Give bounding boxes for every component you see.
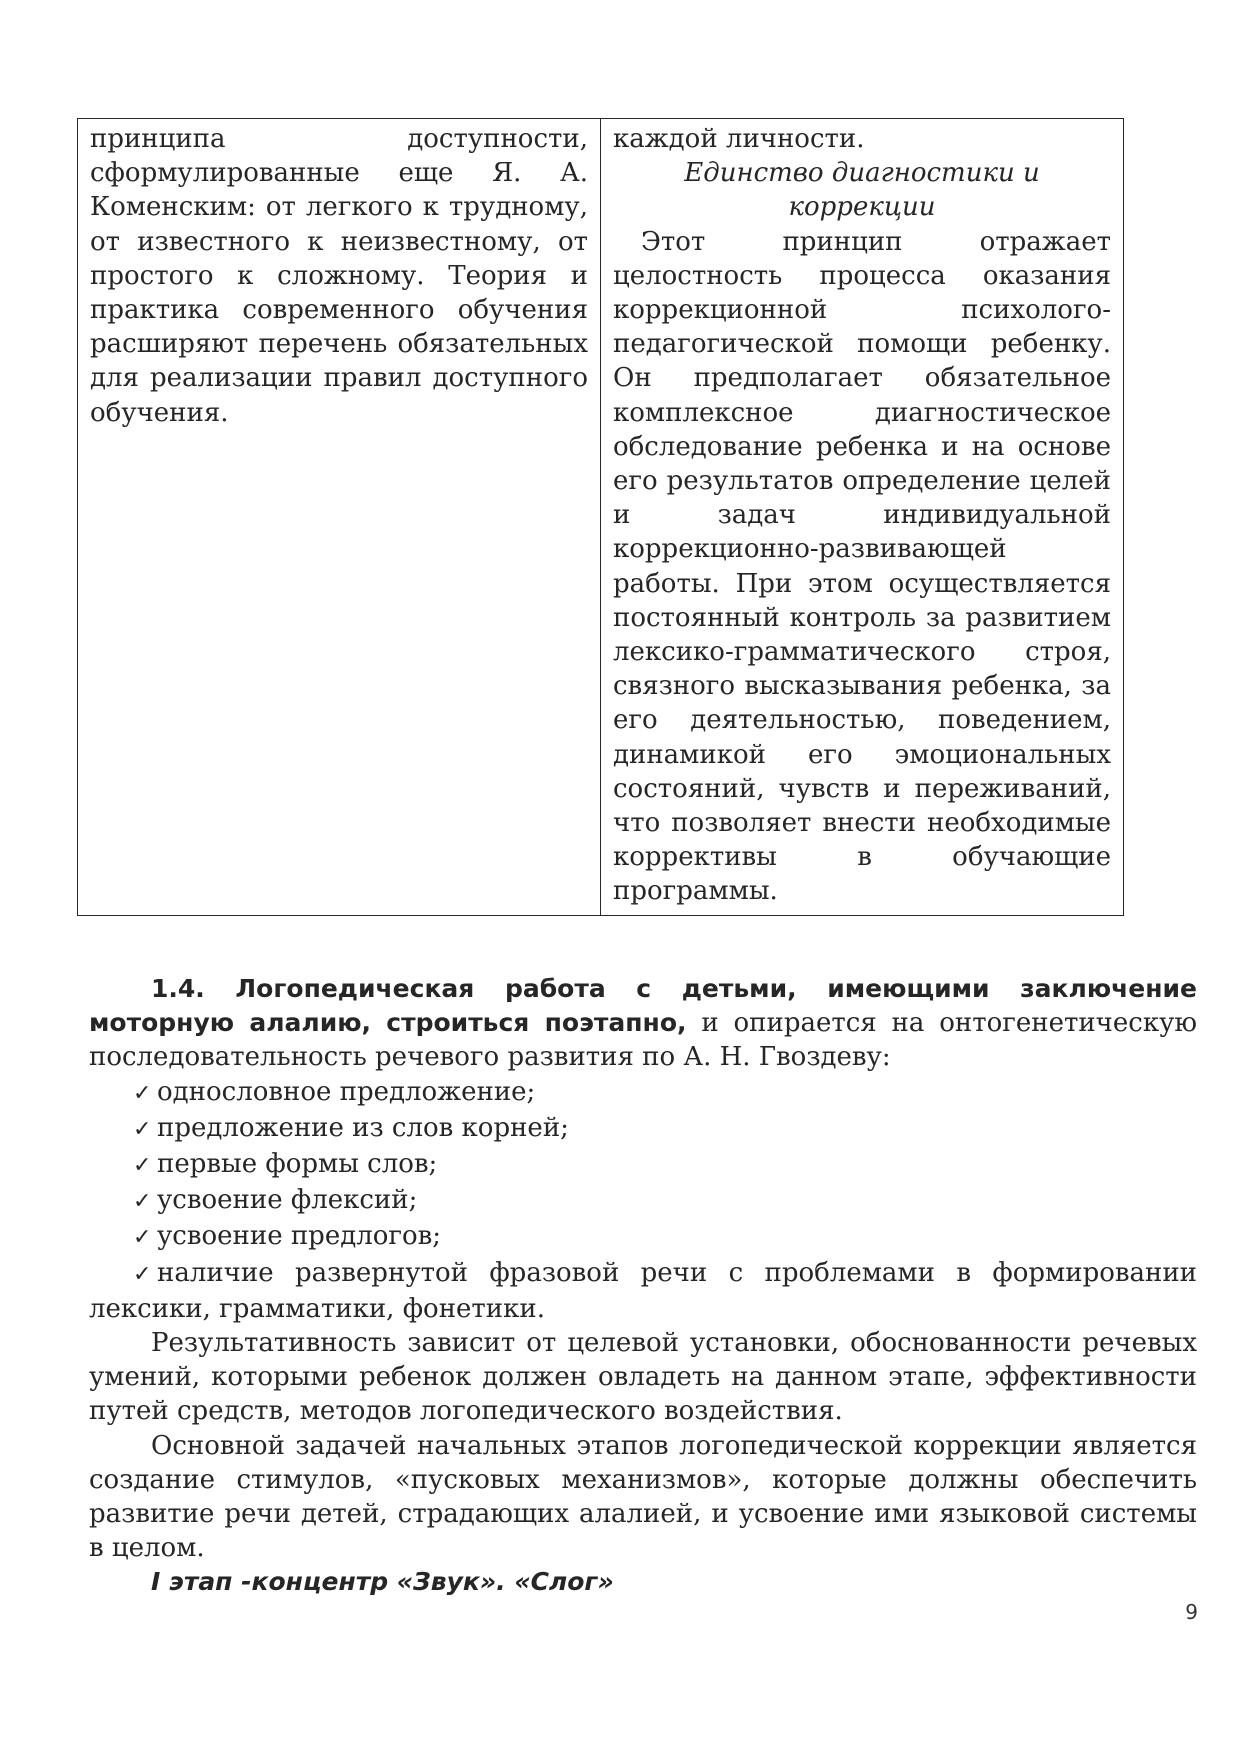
list-item — [89, 1183, 1197, 1219]
check-icon: ✓ — [133, 1153, 152, 1179]
list-item-text: усвоение предлогов; — [157, 1221, 442, 1252]
section-heading: 1.4. Логопедическая работа с детьми, имеющими заключение моторную алалию, строиться поэтапно, — [89, 974, 1197, 1038]
table-row — [78, 119, 1124, 916]
list-item-text: первые формы слов; — [157, 1149, 438, 1180]
right-cell-lead: каждой личности. — [613, 124, 865, 154]
stage-heading: I этап -концентр «Звук». «Слог» — [151, 1567, 614, 1597]
list-item-text: усвоение флексий; — [157, 1185, 418, 1216]
page-number: 9 — [1185, 1600, 1198, 1624]
right-cell-text: Этот принцип отражает целостность процесса оказания коррекционной психолого-педагогической помощи ребенку. Он предполагает обязательное комплексное диагностическое обследование ребенка и на основе его результатов определение целей и задач индивидуальной коррекционно-развивающей работы. При этом осуществляется постоянный контроль за развитием лексико-грамматического строя, связного высказывания ребенка, за его деятельностью, поведением, динамикой его эмоциональных состояний, чувств и переживаний, что позволяет внести необходимые коррективы в обучающие программы. — [613, 226, 1111, 907]
check-icon: ✓ — [133, 1225, 152, 1251]
list-item — [89, 1111, 1197, 1147]
list-item — [89, 1219, 1197, 1255]
paragraph-main-task: Основной задачей начальных этапов логопедической коррекции является создание стимулов, «пусковых механизмов», которые должны обеспечить развитие речи детей, страдающих алалией, и усвоение ими языковой системы в целом. — [89, 1430, 1197, 1564]
check-icon: ✓ — [133, 1261, 152, 1287]
section-heading-rest: и опирается на онтогенетическую последовательность речевого развития по А. Н. Гвоздеву: — [89, 1008, 1198, 1073]
principles-table — [77, 118, 1124, 916]
table-cell-right — [601, 119, 1124, 916]
stages-list — [89, 1075, 1197, 1326]
check-icon: ✓ — [133, 1189, 152, 1215]
list-item-text: предложение из слов корней; — [157, 1112, 569, 1143]
left-cell-text: принципа доступности, сформулированные еще Я. А. Коменским: от легкого к трудному, от известного к неизвестному, от простого к сложному. Теория и практика современного обучения расширяют перечень обязательных для реализации правил доступного обучения. — [90, 124, 588, 428]
list-item — [89, 1075, 1197, 1111]
principle-heading: Единство диагностики и коррекции — [684, 158, 1040, 223]
paragraph-effectiveness: Результативность зависит от целевой установки, обоснованности речевых умений, которыми ребенок должен овладеть на данном этапе, эффективности путей средств, методов логопедического воздействия. — [89, 1328, 1197, 1427]
section-body — [89, 972, 1197, 1600]
table-cell-left — [78, 119, 601, 916]
list-item-text: наличие развернутой фразовой речи с проблемами в формировании лексики, грамматики, фонетики. — [89, 1257, 1197, 1324]
list-item — [89, 1256, 1197, 1326]
list-item — [89, 1147, 1197, 1183]
list-item-text: однословное предложение; — [157, 1076, 536, 1107]
section-intro — [89, 972, 1197, 1075]
check-icon: ✓ — [133, 1116, 152, 1142]
check-icon: ✓ — [133, 1080, 152, 1106]
